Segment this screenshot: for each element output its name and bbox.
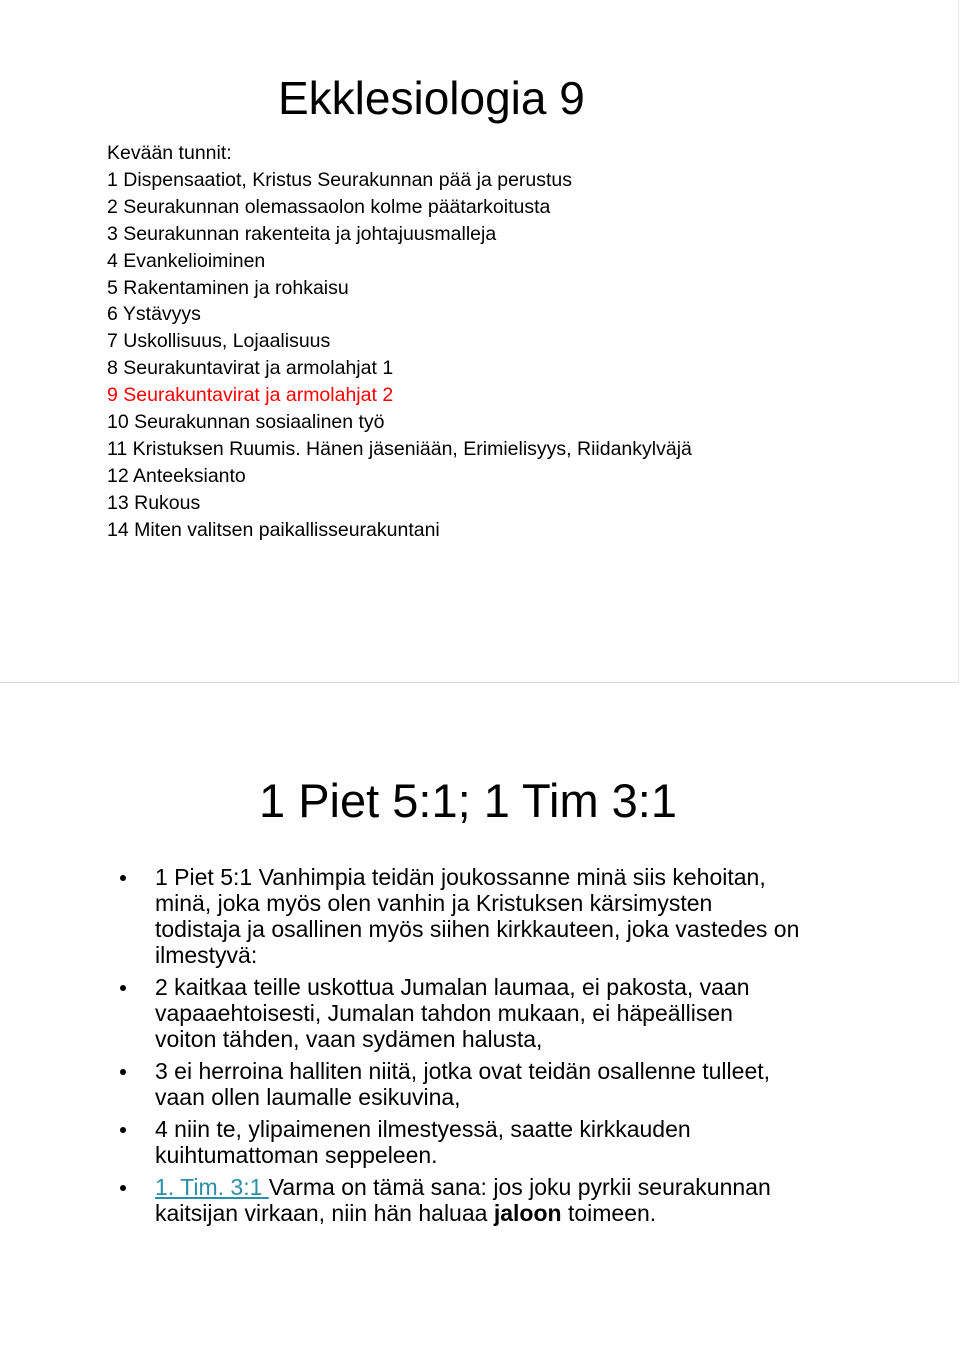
bullet-dot-icon bbox=[120, 1127, 126, 1133]
verse-bold-word: jaloon bbox=[493, 1200, 562, 1226]
lesson-item: 3 Seurakunnan rakenteita ja johtajuusmalleja bbox=[107, 222, 497, 245]
slide-1 bbox=[0, 0, 959, 683]
verse-text: 1 Piet 5:1 Vanhimpia teidän joukossanne minä siis kehoitan, minä, joka myös olen vanhin ja Kristuksen kärsimysten todistaja ja osallinen myös siihen kirkkauteen, joka vastedes on ilmestyvä: bbox=[155, 864, 800, 968]
lesson-item-current: 9 Seurakuntavirat ja armolahjat 2 bbox=[107, 384, 394, 407]
lesson-item: 6 Ystävyys bbox=[107, 303, 201, 326]
lesson-item: 7 Uskollisuus, Lojaalisuus bbox=[107, 330, 331, 353]
bullet-dot-icon bbox=[120, 875, 126, 881]
bullet-dot-icon bbox=[120, 985, 126, 991]
lesson-list-heading: Kevään tunnit: bbox=[107, 142, 232, 164]
lesson-item: 14 Miten valitsen paikallisseurakuntani bbox=[107, 518, 440, 541]
verse-bullet bbox=[120, 1174, 800, 1226]
verse-bullet bbox=[120, 1058, 800, 1110]
verse-bullet bbox=[120, 864, 800, 968]
verse-text-part: toimeen. bbox=[561, 1200, 657, 1226]
lesson-item: 8 Seurakuntavirat ja armolahjat 1 bbox=[107, 357, 394, 380]
slide-2-title: 1 Piet 5:1; 1 Tim 3:1 bbox=[259, 774, 677, 827]
verse-text bbox=[155, 1174, 800, 1226]
lesson-item: 13 Rukous bbox=[107, 491, 201, 514]
lesson-item: 4 Evankelioiminen bbox=[107, 249, 266, 272]
lesson-list bbox=[107, 140, 692, 544]
lesson-item: 10 Seurakunnan sosiaalinen työ bbox=[107, 411, 385, 434]
lesson-item: 12 Anteeksianto bbox=[107, 464, 246, 487]
verse-text: 2 kaitkaa teille uskottua Jumalan laumaa, ei pakosta, vaan vapaaehtoisesti, Jumalan tahdon mukaan, ei häpeällisen voiton tähden, vaan sydämen halusta, bbox=[155, 974, 750, 1052]
lesson-item: 11 Kristuksen Ruumis. Hänen jäseniään, Erimielisyys, Riidankylväjä bbox=[107, 437, 692, 460]
verse-bullet bbox=[120, 974, 800, 1052]
slide-2 bbox=[0, 684, 959, 1367]
verse-bullet bbox=[120, 1116, 800, 1168]
verse-bullet-list bbox=[120, 864, 800, 1232]
lesson-item: 2 Seurakunnan olemassaolon kolme päätarkoitusta bbox=[107, 195, 551, 218]
lesson-item: 1 Dispensaatiot, Kristus Seurakunnan pää ja perustus bbox=[107, 168, 573, 191]
slide-1-title: Ekklesiologia 9 bbox=[278, 72, 585, 124]
verse-text: 4 niin te, ylipaimenen ilmestyessä, saatte kirkkauden kuihtumattoman seppeleen. bbox=[155, 1116, 691, 1168]
verse-text-part: Varma on tämä sana: jos joku pyrkii seurakunnan kaitsijan virkaan, niin hän haluaa bbox=[155, 1174, 771, 1226]
bullet-dot-icon bbox=[120, 1185, 126, 1191]
verse-text: 3 ei herroina halliten niitä, jotka ovat teidän osallenne tulleet, vaan ollen laumalle esikuvina, bbox=[155, 1058, 771, 1110]
bullet-dot-icon bbox=[120, 1069, 126, 1075]
tim-3-1-reference-link[interactable]: 1. Tim. 3:1 bbox=[155, 1174, 269, 1200]
lesson-item: 5 Rakentaminen ja rohkaisu bbox=[107, 276, 349, 299]
